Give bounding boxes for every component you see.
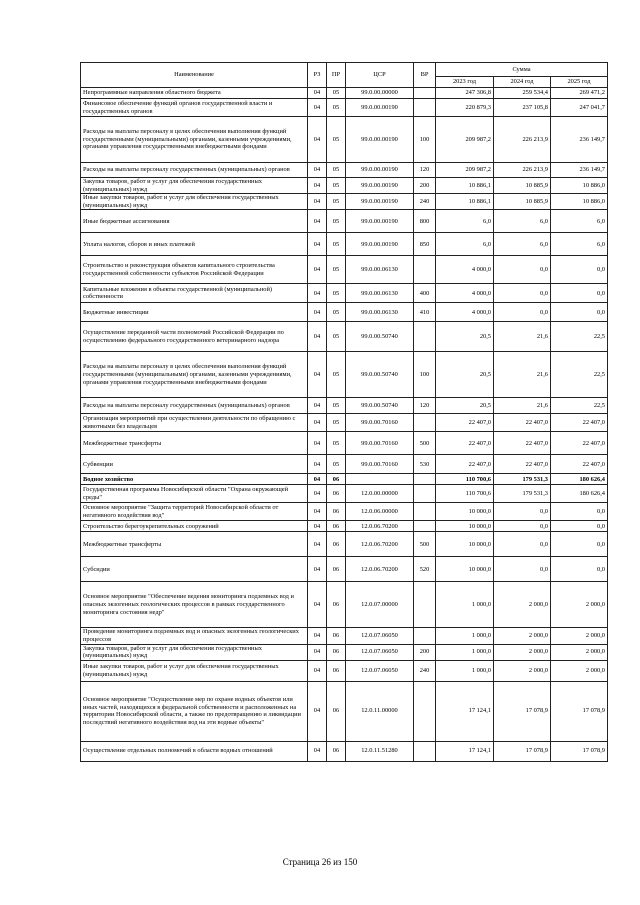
cell-vr: [414, 485, 436, 503]
cell-vr: 500: [414, 532, 436, 557]
cell-v3: 22 407,0: [551, 432, 608, 455]
cell-v3: 10 886,0: [551, 178, 608, 194]
cell-v1: 22 407,0: [436, 455, 494, 474]
cell-name: Бюджетные инвестиции: [81, 303, 308, 322]
cell-v2: 10 885,9: [494, 178, 551, 194]
cell-v2: 0,0: [494, 284, 551, 303]
cell-v2: 0,0: [494, 521, 551, 532]
cell-v1: 209 987,2: [436, 117, 494, 163]
cell-v2: 0,0: [494, 303, 551, 322]
table-row: [81, 233, 608, 256]
cell-csr: 99.0.00.06130: [346, 284, 414, 303]
cell-vr: 520: [414, 557, 436, 582]
cell-v3: 17 078,9: [551, 741, 608, 761]
cell-v3: 236 149,7: [551, 117, 608, 163]
cell-csr: 12.0.07.06050: [346, 628, 414, 644]
cell-v3: 22 407,0: [551, 455, 608, 474]
cell-name: Межбюджетные трансферты: [81, 532, 308, 557]
cell-rz: 04: [308, 681, 327, 741]
cell-name: Субвенции: [81, 455, 308, 474]
cell-v1: 22 407,0: [436, 432, 494, 455]
cell-v2: 0,0: [494, 557, 551, 582]
cell-v3: 10 886,0: [551, 194, 608, 210]
cell-v1: 10 886,1: [436, 194, 494, 210]
cell-v3: 6,0: [551, 233, 608, 256]
cell-v3: 247 041,7: [551, 99, 608, 117]
cell-name: Финансовое обеспечение функций органов государственной власти и государственных органов: [81, 99, 308, 117]
cell-vr: 530: [414, 455, 436, 474]
cell-v1: 4 000,0: [436, 256, 494, 284]
cell-v1: 220 879,3: [436, 99, 494, 117]
cell-v3: 2 000,0: [551, 628, 608, 644]
cell-vr: 240: [414, 194, 436, 210]
cell-v3: 22,5: [551, 352, 608, 398]
header-year-2024: 2024 год: [494, 77, 551, 88]
cell-pr: 06: [327, 628, 346, 644]
cell-csr: 99.0.00.70160: [346, 414, 414, 432]
table-row: [81, 88, 608, 99]
cell-csr: 12.0.06.00000: [346, 503, 414, 521]
cell-vr: [414, 628, 436, 644]
table-row: [81, 644, 608, 660]
table-row: [81, 163, 608, 178]
cell-pr: 05: [327, 284, 346, 303]
cell-rz: 04: [308, 88, 327, 99]
cell-v3: 22 407,0: [551, 414, 608, 432]
cell-name: Уплата налогов, сборов и иных платежей: [81, 233, 308, 256]
cell-csr: 99.0.00.06130: [346, 303, 414, 322]
cell-pr: 05: [327, 88, 346, 99]
cell-csr: 99.0.00.70160: [346, 432, 414, 455]
cell-name: Иные закупки товаров, работ и услуг для обеспечения государственных (муниципальных) нужд: [81, 660, 308, 681]
cell-v2: 22 407,0: [494, 432, 551, 455]
table-body: [81, 88, 608, 762]
cell-v1: 10 000,0: [436, 503, 494, 521]
table-row: [81, 681, 608, 741]
cell-csr: 99.0.00.00190: [346, 233, 414, 256]
cell-rz: 04: [308, 99, 327, 117]
cell-v1: 110 700,6: [436, 485, 494, 503]
cell-pr: 05: [327, 99, 346, 117]
cell-pr: 05: [327, 398, 346, 414]
cell-v1: 1 000,0: [436, 644, 494, 660]
cell-v2: 237 105,8: [494, 99, 551, 117]
cell-v3: 0,0: [551, 521, 608, 532]
cell-rz: 04: [308, 628, 327, 644]
cell-name: Проведение мониторинга подземных вод и опасных экзогенных геологических процессов: [81, 628, 308, 644]
cell-rz: 04: [308, 644, 327, 660]
table-row: [81, 521, 608, 532]
cell-pr: 06: [327, 485, 346, 503]
cell-rz: 04: [308, 557, 327, 582]
cell-rz: 04: [308, 352, 327, 398]
cell-vr: 200: [414, 644, 436, 660]
cell-rz: 04: [308, 194, 327, 210]
cell-pr: 05: [327, 352, 346, 398]
cell-pr: 06: [327, 532, 346, 557]
cell-pr: 05: [327, 322, 346, 352]
cell-v3: 236 149,7: [551, 163, 608, 178]
cell-csr: 12.0.11.00000: [346, 681, 414, 741]
header-pr: ПР: [327, 63, 346, 88]
cell-name: Субсидии: [81, 557, 308, 582]
cell-rz: 04: [308, 163, 327, 178]
cell-v1: 1 000,0: [436, 660, 494, 681]
cell-v1: 20,5: [436, 398, 494, 414]
cell-name: Закупка товаров, работ и услуг для обеспечения государственных (муниципальных) нужд: [81, 644, 308, 660]
cell-name: Осуществление переданной части полномочий Российской Федерации по осуществлению федерального государственного ветеринарного надзора: [81, 322, 308, 352]
header-rz: РЗ: [308, 63, 327, 88]
cell-v1: 10 886,1: [436, 178, 494, 194]
cell-v3: 269 471,2: [551, 88, 608, 99]
cell-vr: [414, 521, 436, 532]
cell-name: Государственная программа Новосибирской области "Охрана окружающей среды": [81, 485, 308, 503]
cell-v2: 21,6: [494, 352, 551, 398]
table-row: [81, 532, 608, 557]
table-row: [81, 432, 608, 455]
cell-name: Капитальные вложения в объекты государственной (муниципальной) собственности: [81, 284, 308, 303]
cell-v1: 1 000,0: [436, 628, 494, 644]
cell-v3: 22,5: [551, 398, 608, 414]
cell-vr: 850: [414, 233, 436, 256]
header-year-2023: 2023 год: [436, 77, 494, 88]
cell-v1: 110 700,6: [436, 474, 494, 485]
cell-csr: 99.0.00.00190: [346, 117, 414, 163]
table-row: [81, 741, 608, 761]
cell-pr: 05: [327, 194, 346, 210]
cell-csr: 99.0.00.00190: [346, 163, 414, 178]
cell-csr: 12.0.06.70200: [346, 557, 414, 582]
cell-rz: 04: [308, 398, 327, 414]
table-row: [81, 303, 608, 322]
cell-csr: 99.0.00.06130: [346, 256, 414, 284]
table-row: [81, 99, 608, 117]
table-row: [81, 660, 608, 681]
cell-csr: 12.0.11.51280: [346, 741, 414, 761]
budget-document: [80, 62, 607, 762]
cell-vr: 200: [414, 178, 436, 194]
cell-vr: 400: [414, 284, 436, 303]
cell-v1: 20,5: [436, 322, 494, 352]
cell-vr: [414, 99, 436, 117]
cell-v1: 10 000,0: [436, 521, 494, 532]
cell-v1: 17 124,1: [436, 741, 494, 761]
table-row: [81, 284, 608, 303]
cell-rz: 04: [308, 741, 327, 761]
cell-vr: 120: [414, 398, 436, 414]
cell-pr: 05: [327, 210, 346, 233]
cell-v2: 17 078,9: [494, 741, 551, 761]
cell-csr: [346, 474, 414, 485]
cell-name: Расходы на выплаты персоналу в целях обеспечения выполнения функций государственными (муниципальными) органами, казенными учреждениями, органами управления государственными внебюджетными фондами: [81, 117, 308, 163]
table-row: [81, 398, 608, 414]
table-row: [81, 256, 608, 284]
cell-name: Основное мероприятие "Защита территорий Новосибирской области от негативного воздействия вод": [81, 503, 308, 521]
cell-v1: 4 000,0: [436, 303, 494, 322]
cell-vr: [414, 322, 436, 352]
cell-rz: 04: [308, 414, 327, 432]
cell-v1: 4 000,0: [436, 284, 494, 303]
cell-vr: 100: [414, 352, 436, 398]
cell-rz: 04: [308, 303, 327, 322]
cell-name: Расходы на выплаты персоналу государственных (муниципальных) органов: [81, 163, 308, 178]
cell-rz: 04: [308, 660, 327, 681]
page-number: Страница 26 из 150: [282, 857, 358, 867]
cell-pr: 05: [327, 455, 346, 474]
cell-csr: 12.0.06.70200: [346, 532, 414, 557]
cell-v2: 2 000,0: [494, 582, 551, 628]
header-vr: ВР: [414, 63, 436, 88]
cell-v2: 21,6: [494, 398, 551, 414]
cell-name: Непрограммные направления областного бюджета: [81, 88, 308, 99]
cell-v3: 6,0: [551, 210, 608, 233]
cell-csr: 99.0.00.00190: [346, 210, 414, 233]
cell-v1: 17 124,1: [436, 681, 494, 741]
cell-csr: 12.0.00.00000: [346, 485, 414, 503]
cell-vr: [414, 582, 436, 628]
cell-v3: 0,0: [551, 256, 608, 284]
cell-v3: 180 626,4: [551, 474, 608, 485]
cell-name: Расходы на выплаты персоналу в целях обеспечения выполнения функций государственными (муниципальными) органами, казенными учреждениями, органами управления государственными внебюджетными фондами: [81, 352, 308, 398]
cell-name: Осуществление отдельных полномочий в области водных отношений: [81, 741, 308, 761]
table-row: [81, 628, 608, 644]
table-row: [81, 322, 608, 352]
table-row: [81, 503, 608, 521]
cell-v2: 2 000,0: [494, 628, 551, 644]
cell-v2: 2 000,0: [494, 644, 551, 660]
cell-csr: 12.0.07.06050: [346, 660, 414, 681]
cell-v2: 21,6: [494, 322, 551, 352]
cell-v3: 2 000,0: [551, 582, 608, 628]
cell-csr: 99.0.00.50740: [346, 398, 414, 414]
cell-rz: 04: [308, 322, 327, 352]
cell-csr: 99.0.00.00000: [346, 88, 414, 99]
cell-csr: 99.0.00.50740: [346, 322, 414, 352]
cell-v1: 1 000,0: [436, 582, 494, 628]
table-row: [81, 194, 608, 210]
cell-v1: 6,0: [436, 210, 494, 233]
cell-v2: 0,0: [494, 256, 551, 284]
cell-vr: 100: [414, 117, 436, 163]
table-row: [81, 557, 608, 582]
table-row: [81, 582, 608, 628]
cell-v2: 179 531,3: [494, 485, 551, 503]
cell-name: Организация мероприятий при осуществлении деятельности по обращению с животными без владельцев: [81, 414, 308, 432]
cell-rz: 04: [308, 455, 327, 474]
budget-table: [80, 62, 608, 762]
cell-name: Основное мероприятие "Обеспечение ведения мониторинга подземных вод и опасных экзогенных геологических процессов в рамках государственного мониторинга состояния недр": [81, 582, 308, 628]
cell-name: Строительство и реконструкция объектов капитального строительства государственной собственности субъектов Российской Федерации: [81, 256, 308, 284]
cell-v3: 0,0: [551, 303, 608, 322]
cell-vr: [414, 256, 436, 284]
cell-vr: [414, 414, 436, 432]
cell-vr: [414, 741, 436, 761]
cell-pr: 06: [327, 582, 346, 628]
cell-v1: 20,5: [436, 352, 494, 398]
header-csr: ЦСР: [346, 63, 414, 88]
cell-rz: 04: [308, 256, 327, 284]
table-row: [81, 485, 608, 503]
cell-rz: 04: [308, 474, 327, 485]
cell-v1: 6,0: [436, 233, 494, 256]
cell-name: Расходы на выплаты персоналу государственных (муниципальных) органов: [81, 398, 308, 414]
cell-pr: 06: [327, 660, 346, 681]
cell-v2: 179 531,3: [494, 474, 551, 485]
cell-pr: 05: [327, 117, 346, 163]
cell-pr: 06: [327, 503, 346, 521]
cell-name: Иные закупки товаров, работ и услуг для обеспечения государственных (муниципальных) нужд: [81, 194, 308, 210]
cell-vr: 500: [414, 432, 436, 455]
cell-pr: 06: [327, 474, 346, 485]
cell-name: Строительство берегоукрепительных сооружений: [81, 521, 308, 532]
cell-v3: 0,0: [551, 284, 608, 303]
cell-rz: 04: [308, 485, 327, 503]
cell-v2: 2 000,0: [494, 660, 551, 681]
table-row: [81, 352, 608, 398]
cell-csr: 12.0.06.70200: [346, 521, 414, 532]
cell-rz: 04: [308, 582, 327, 628]
cell-pr: 06: [327, 644, 346, 660]
cell-pr: 06: [327, 521, 346, 532]
header-name: Наименование: [81, 63, 308, 88]
cell-rz: 04: [308, 233, 327, 256]
cell-vr: [414, 681, 436, 741]
cell-v3: 2 000,0: [551, 660, 608, 681]
cell-v2: 0,0: [494, 532, 551, 557]
cell-vr: [414, 503, 436, 521]
table-row: [81, 210, 608, 233]
cell-rz: 04: [308, 503, 327, 521]
cell-v3: 0,0: [551, 503, 608, 521]
cell-v2: 22 407,0: [494, 414, 551, 432]
cell-pr: 05: [327, 256, 346, 284]
cell-v2: 6,0: [494, 233, 551, 256]
cell-v3: 2 000,0: [551, 644, 608, 660]
cell-vr: 120: [414, 163, 436, 178]
cell-v1: 10 000,0: [436, 532, 494, 557]
cell-pr: 06: [327, 741, 346, 761]
cell-vr: [414, 474, 436, 485]
cell-csr: 99.0.00.00190: [346, 194, 414, 210]
table-row: [81, 117, 608, 163]
cell-rz: 04: [308, 521, 327, 532]
table-row: [81, 455, 608, 474]
cell-v2: 226 213,9: [494, 117, 551, 163]
table-row: [81, 178, 608, 194]
cell-v2: 6,0: [494, 210, 551, 233]
table-row: [81, 474, 608, 485]
cell-vr: [414, 88, 436, 99]
cell-csr: 12.0.07.00000: [346, 582, 414, 628]
cell-v2: 22 407,0: [494, 455, 551, 474]
cell-name: Иные бюджетные ассигнования: [81, 210, 308, 233]
cell-pr: 05: [327, 163, 346, 178]
cell-pr: 05: [327, 303, 346, 322]
cell-v2: 10 885,9: [494, 194, 551, 210]
cell-rz: 04: [308, 532, 327, 557]
cell-csr: 99.0.00.00190: [346, 99, 414, 117]
cell-v2: 0,0: [494, 503, 551, 521]
cell-v3: 22,5: [551, 322, 608, 352]
header-sums: Сумма: [436, 63, 608, 77]
cell-vr: 410: [414, 303, 436, 322]
cell-rz: 04: [308, 210, 327, 233]
cell-v1: 22 407,0: [436, 414, 494, 432]
cell-v3: 180 626,4: [551, 485, 608, 503]
cell-pr: 05: [327, 432, 346, 455]
cell-pr: 06: [327, 681, 346, 741]
cell-rz: 04: [308, 432, 327, 455]
cell-v1: 10 000,0: [436, 557, 494, 582]
cell-vr: 800: [414, 210, 436, 233]
cell-csr: 99.0.00.50740: [346, 352, 414, 398]
cell-csr: 12.0.07.06050: [346, 644, 414, 660]
cell-name: Межбюджетные трансферты: [81, 432, 308, 455]
cell-name: Водное хозяйство: [81, 474, 308, 485]
cell-name: Закупка товаров, работ и услуг для обеспечения государственных (муниципальных) нужд: [81, 178, 308, 194]
cell-csr: 99.0.00.00190: [346, 178, 414, 194]
table-row: [81, 414, 608, 432]
cell-csr: 99.0.00.70160: [346, 455, 414, 474]
cell-v3: 0,0: [551, 532, 608, 557]
cell-rz: 04: [308, 178, 327, 194]
cell-rz: 04: [308, 284, 327, 303]
cell-rz: 04: [308, 117, 327, 163]
cell-v1: 247 306,8: [436, 88, 494, 99]
cell-name: Основное мероприятие "Осуществление мер по охране водных объектов или иных частей, находящихся в федеральной собственности и расположенных на территории Новосибирской области, а также по предотвращению и ликвидации последствий негативного воздействия вод на эти водные объекты": [81, 681, 308, 741]
cell-v3: 17 078,9: [551, 681, 608, 741]
cell-v2: 226 213,9: [494, 163, 551, 178]
cell-pr: 06: [327, 557, 346, 582]
cell-v2: 17 078,9: [494, 681, 551, 741]
cell-pr: 05: [327, 233, 346, 256]
cell-v1: 209 987,2: [436, 163, 494, 178]
header-year-2025: 2025 год: [551, 77, 608, 88]
cell-vr: 240: [414, 660, 436, 681]
cell-v3: 0,0: [551, 557, 608, 582]
cell-pr: 05: [327, 414, 346, 432]
cell-pr: 05: [327, 178, 346, 194]
cell-v2: 259 534,4: [494, 88, 551, 99]
